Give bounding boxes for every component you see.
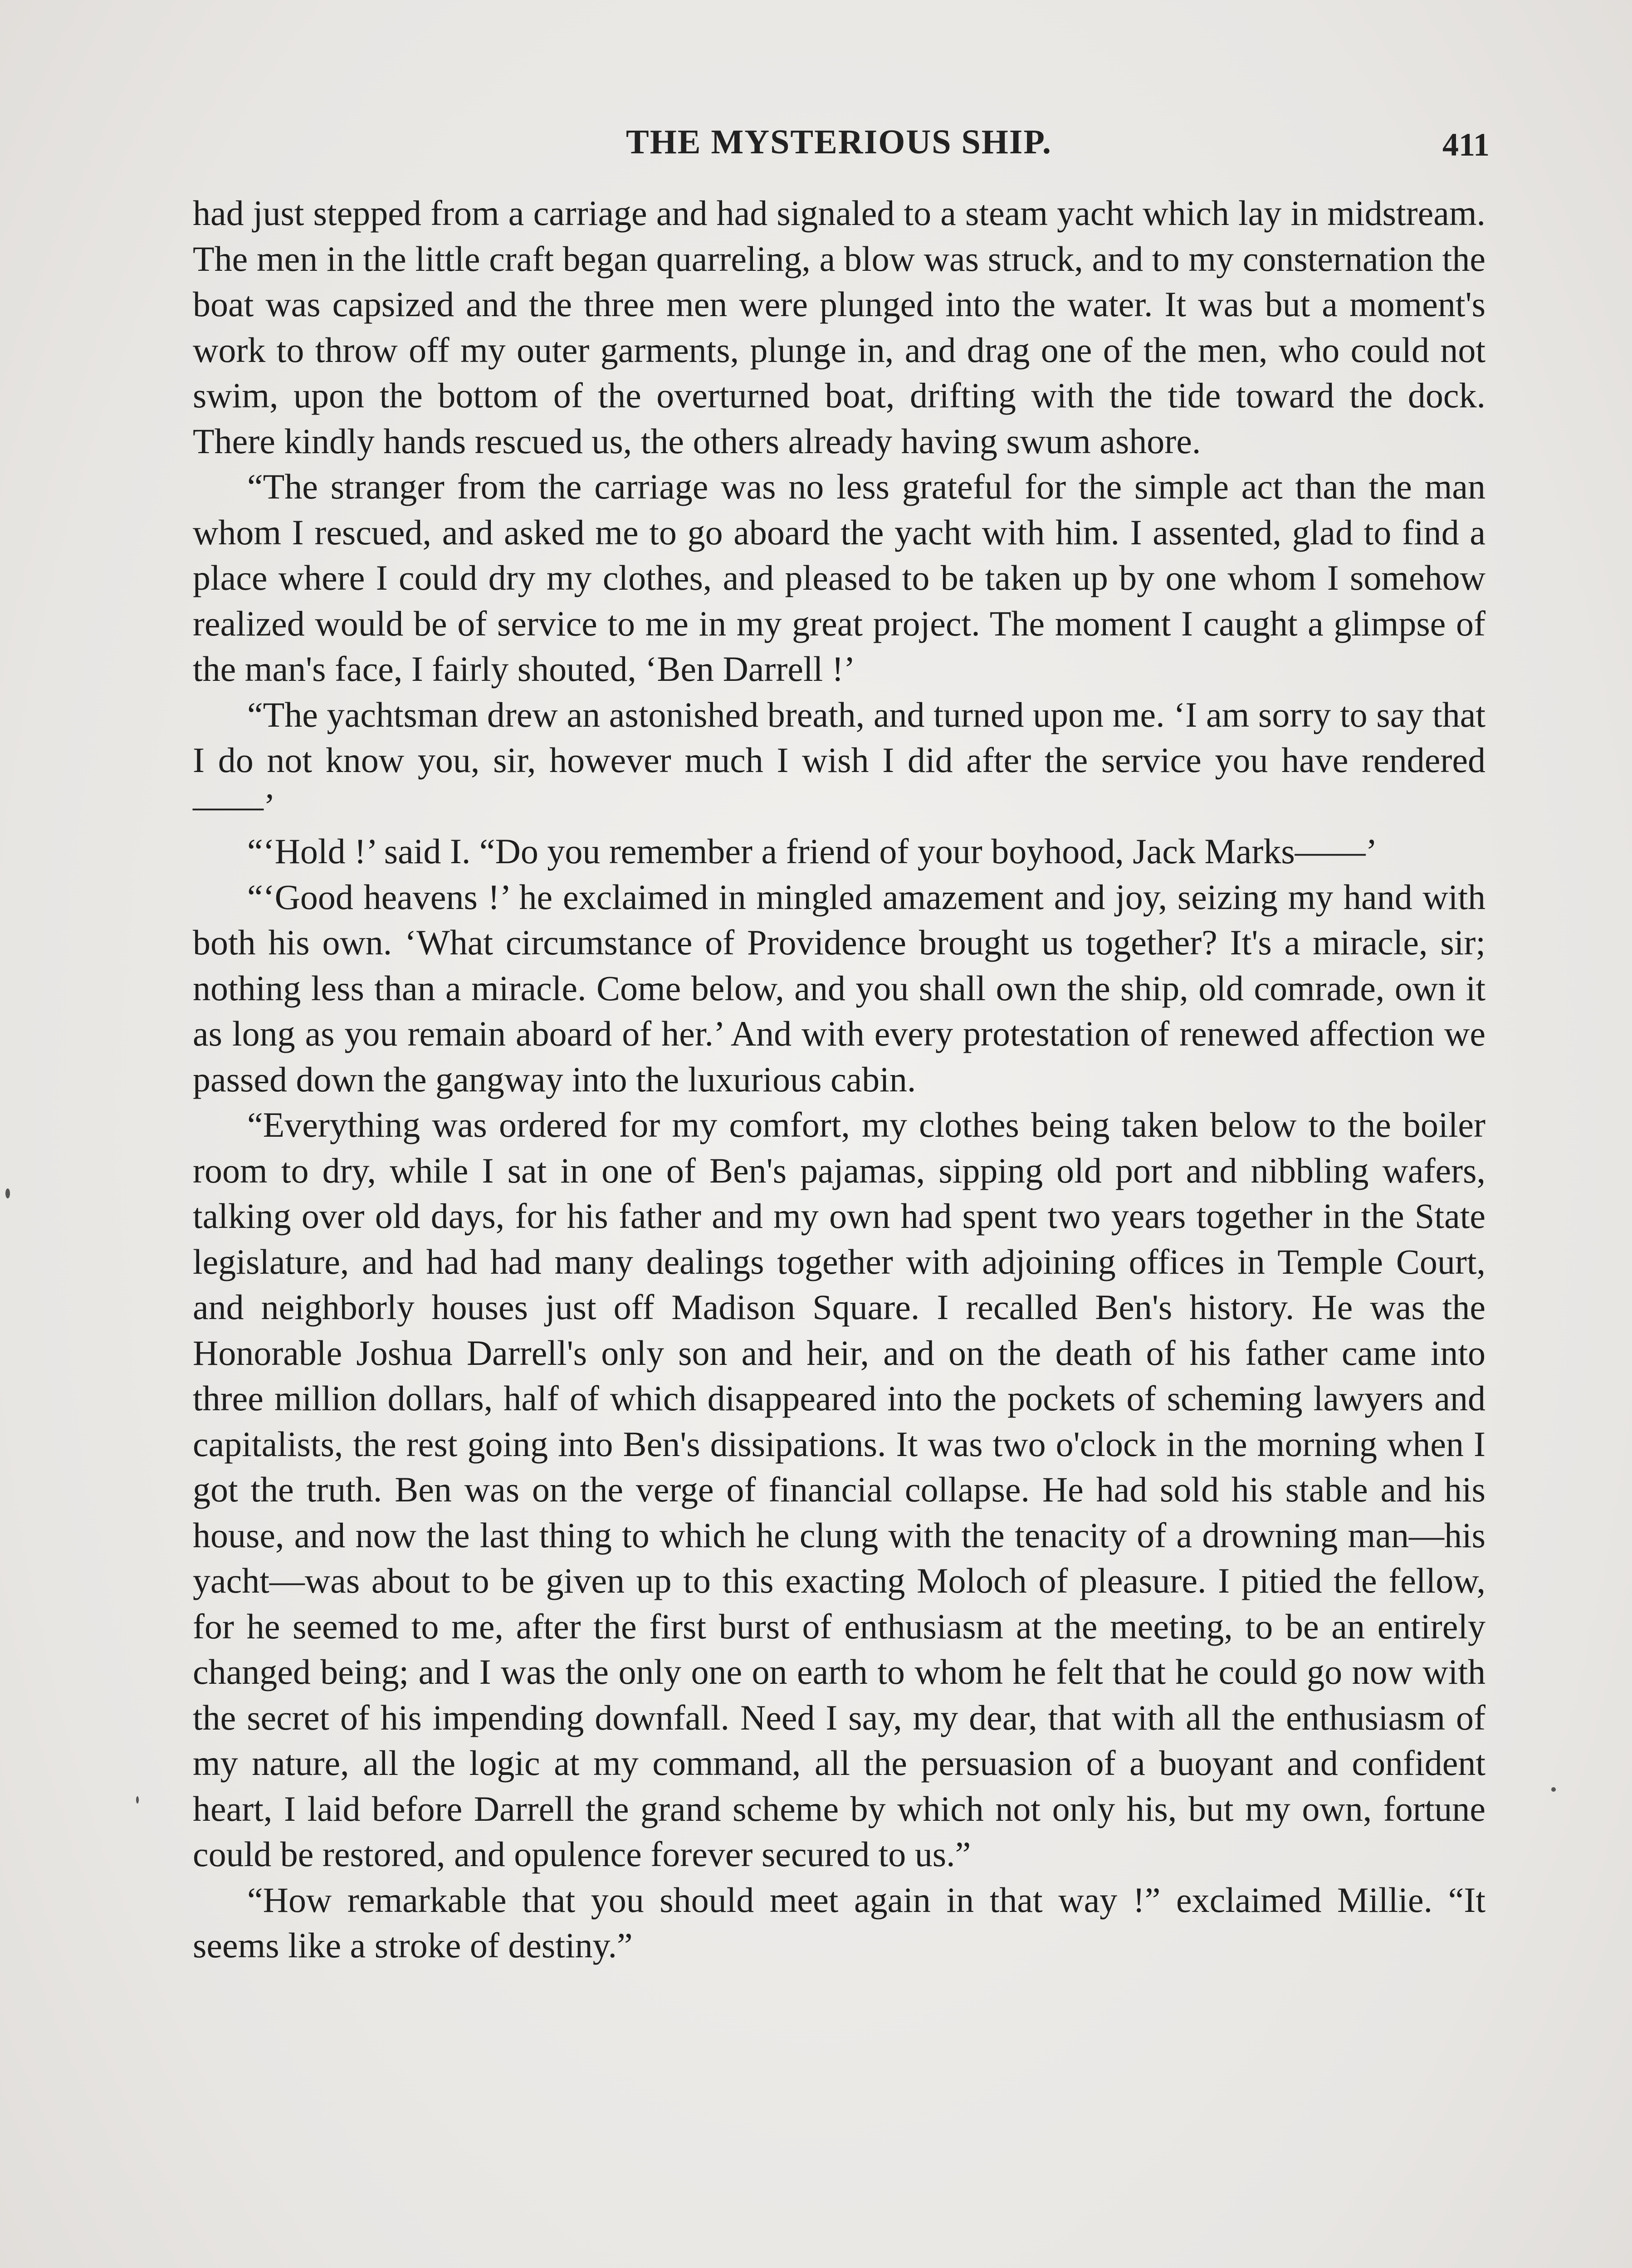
paragraph-6: “Everything was ordered for my comfort, my clothes being taken below to the boiler room to dry, while I sat in one of Ben's pajamas, sipping old port and nibbling wafers, talking over old days, for his father and my own had spent two years together in the State legislature, and had had many dealings together with adjoining offices in Temple Court, and neighborly houses just off Madison Square. I recalled Ben's history. He was the Honorable Joshua Darrell's only son and heir, and on the death of his father came into three million dollars, half of which disappeared into the pockets of scheming lawyers and capitalists, the rest going into Ben's dissipations. It was two o'clock in the morning when I got the truth. Ben was on the verge of financial collapse. He had sold his stable and his house, and now the last thing to which he clung with the tenacity of a drowning man—his yacht—was about to be given up to this exacting Moloch of pleasure. I pitied the fellow, for he seemed to me, after the first burst of enthusiasm at the meeting, to be an entirely changed being; and I was the only one on earth to whom he felt that he could go now with the secret of his impending downfall. Need I say, my dear, that with all the enthusiasm of my nature, all the logic at my command, all the persuasion of a buoyant and confident heart, I laid before Darrell the grand scheme by which not only his, but my own, fortune could be restored, and opulence forever secured to us.” <box>193 1105 1485 1874</box>
scan-speck <box>5 1188 10 1198</box>
paragraph-2: “The stranger from the carriage was no less grateful for the simple act than the man whom I rescued, and asked me to go aboard the yacht with him. I assented, glad to find a place where I could dry my clothes, and pleased to be taken up by one whom I somehow realized would be of service to me in my great project. The moment I caught a glimpse of the man's face, I fairly shouted, ‘Ben Darrell !’ <box>193 467 1485 689</box>
page-number: 411 <box>1442 127 1490 163</box>
scan-speck <box>136 1796 139 1804</box>
paragraph-5: “‘Good heavens !’ he exclaimed in mingled amazement and joy, seizing my hand with both his own. ‘What circumstance of Providence brought us together? It's a miracle, sir; nothing less than a miracle. Come below, and you shall own the ship, old comrade, own it as long as you remain aboard of her.’ And with every protestation of renewed affection we passed down the gangway into the luxurious cabin. <box>193 877 1485 1099</box>
paragraph-1: had just stepped from a carriage and had signaled to a steam yacht which lay in midstream. The men in the little craft began quarreling, a blow was struck, and to my consternation the boat was capsized and the three men were plunged into the water. It was but a moment's work to throw off my outer garments, plunge in, and drag one of the men, who could not swim, upon the bottom of the overturned boat, drifting with the tide toward the dock. There kindly hands rescued us, the others already having swum ashore. <box>193 193 1485 461</box>
paragraph-3: “The yachtsman drew an astonished breath, and turned upon me. ‘I am sorry to say that I do not know you, sir, however much I wish I did after the service you have rendered——’ <box>193 694 1485 826</box>
running-head: THE MYSTERIOUS SHIP. <box>626 123 1052 161</box>
scan-speck <box>1551 1787 1556 1792</box>
paragraph-7: “How remarkable that you should meet again in that way !” exclaimed Millie. “It seems like a stroke of destiny.” <box>193 1880 1485 1965</box>
paragraph-4: “‘Hold !’ said I. “Do you remember a friend of your boyhood, Jack Marks——’ <box>247 831 1378 871</box>
body-text <box>193 191 1485 1969</box>
